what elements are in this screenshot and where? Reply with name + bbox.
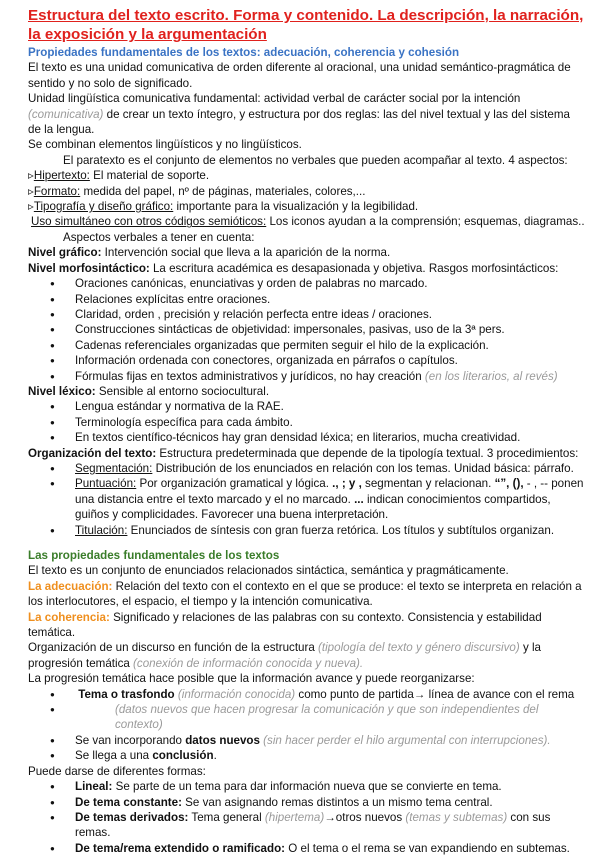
nivel-grafico	[28, 245, 586, 260]
list-item: ● Claridad, orden , precisión y relación perfecta entre ideas / oraciones.	[75, 307, 586, 322]
organizacion-texto	[28, 446, 586, 461]
text-span: medida del papel, nº de páginas, materiales, colores,...	[80, 184, 366, 198]
text-span: El material de soporte.	[89, 169, 210, 183]
text-span: Se van asignando remas distintos a un mismo tema central.	[181, 795, 493, 809]
adecuacion	[28, 579, 586, 610]
text-span: segmentan y relacionan.	[361, 477, 495, 491]
text-span: con sus remas.	[75, 810, 551, 840]
text-span: Enunciados de síntesis con gran fuerza retórica. Los títulos y subtítulos organizan.	[127, 523, 555, 537]
list-item	[75, 748, 586, 763]
text-span: Se van incorporando	[75, 733, 186, 747]
paratext-item-hipertexto	[28, 168, 586, 183]
list-item	[75, 841, 586, 856]
list-item	[75, 476, 586, 522]
term: Puntuación:	[75, 477, 137, 491]
term: Organización del texto:	[28, 446, 157, 460]
paratext-item-codigos	[28, 214, 586, 229]
text-span: Intervención social que lleva a la aparición de la norma.	[101, 246, 391, 260]
triangle-icon: ▹	[28, 169, 34, 183]
text-span: Unidad lingüística comunicativa fundamental: actividad verbal de carácter social por la intención	[28, 92, 521, 106]
progresion-list	[28, 687, 586, 764]
note-span: (temas y subtemas)	[405, 810, 508, 824]
section-heading-fundamental: Las propiedades fundamentales de los textos	[28, 549, 280, 562]
term: Formato:	[33, 184, 81, 198]
term: Hipertexto:	[33, 169, 90, 183]
lexico-list	[28, 399, 586, 445]
text-span: como punto de partida→ línea de avance con el rema	[295, 687, 575, 701]
triangle-icon: ▹	[28, 184, 34, 198]
paratext-item-tipografia	[28, 199, 586, 214]
paratext-item-formato	[28, 184, 586, 199]
text-span: Significado y relaciones de las palabras con su contexto. Consistencia y estabilidad temática.	[28, 610, 542, 640]
formas-intro: Puede darse de diferentes formas:	[28, 764, 206, 778]
text-span: Relación del texto con el contexto en el que se produce: el texto se interpreta en relación a los interlocutores, el espacio, el tiempo y la intención comunicativa.	[28, 579, 582, 609]
organizacion-discurso	[28, 640, 586, 671]
list-item: ● Construcciones sintácticas de objetividad: impersonales, pasivas, uso de la 3ª pers.	[75, 322, 586, 337]
text-span: O el tema o el rema se van expandiendo en subtemas.	[285, 841, 570, 855]
term: Titulación:	[75, 523, 128, 537]
text-span: indican conocimientos compartidos, guiños y complicidades. Favorecer una buena interpretación.	[75, 492, 551, 522]
list-item	[75, 733, 586, 748]
text-span: - , -- ponen una distancia entre el texto marcado y el no marcado.	[75, 477, 584, 506]
text-span: Fórmulas fijas en textos administrativos y jurídicos, no hay creación	[75, 369, 422, 383]
list-item	[75, 810, 586, 841]
text-span: Se parte de un tema para dar información nueva que se convierte en tema.	[112, 780, 502, 794]
list-item	[75, 795, 586, 810]
list-item	[75, 687, 586, 702]
page-title: Estructura del texto escrito. Forma y contenido. La descripción, la narración, la exposición y la argumentación	[28, 7, 584, 43]
term: Tema o trasfondo	[78, 687, 175, 701]
nivel-lexico	[28, 384, 586, 399]
note-span: (sin hacer perder el hilo argumental con interrupciones).	[259, 733, 551, 747]
term: conclusión	[152, 749, 214, 763]
list-item: ● Terminología específica para cada ámbito.	[75, 415, 586, 430]
term: De temas derivados:	[75, 810, 189, 824]
term: Nivel morfosintáctico:	[28, 261, 150, 275]
text-span: Sensible al entorno sociocultural.	[95, 384, 270, 398]
text-span: Por organización gramatical y lógica.	[136, 477, 333, 491]
nivel-morfosintactico	[28, 261, 586, 276]
term: De tema constante:	[75, 795, 182, 809]
term: La adecuación:	[28, 579, 113, 593]
section-heading-properties: Propiedades fundamentales de los textos: adecuación, coherencia y cohesión	[28, 46, 460, 59]
coherencia	[28, 610, 586, 641]
note-span: (información conocida)	[177, 687, 296, 701]
note-span: (conexión de información conocida y nueva).	[133, 656, 364, 670]
text-span: de crear un texto íntegro, y estructura por dos reglas: las del nivel textual y las del sistema de la lengua.	[28, 107, 570, 137]
term: Tipografía y diseño gráfico:	[33, 200, 174, 214]
punct-marks: ...	[354, 492, 364, 506]
formas-list	[28, 779, 586, 856]
punct-marks: “”, (),	[494, 477, 524, 491]
paragraph-verbal-aspects: Aspectos verbales a tener en cuenta:	[63, 230, 255, 244]
text-span: Estructura predeterminada que depende de la tipología textual. 3 procedimientos:	[156, 446, 579, 460]
triangle-icon: ▹	[28, 200, 34, 214]
text-span: Los iconos ayudan a la comprensión; esquemas, diagramas..	[266, 215, 585, 229]
list-item	[75, 523, 586, 538]
term: Nivel gráfico:	[28, 246, 102, 260]
paragraph-unit	[28, 91, 586, 137]
list-item: ● Lengua estándar y normativa de la RAE.	[75, 399, 586, 414]
text-span: →otros nuevos	[324, 810, 406, 824]
term: Uso simultáneo con otros códigos semióticos:	[31, 215, 267, 229]
text-span: y la progresión temática	[28, 641, 541, 670]
term: datos nuevos	[185, 733, 260, 747]
term: La coherencia:	[28, 610, 110, 624]
paragraph-paratext: El paratexto es el conjunto de elementos no verbales que pueden acompañar al texto. 4 aspectos:	[63, 153, 568, 167]
note-span: (hipertema)	[264, 810, 325, 824]
list-item	[75, 779, 586, 794]
text-span: importante para la visualización y la legibilidad.	[173, 200, 419, 214]
note-span: (comunicativa)	[28, 107, 104, 121]
term: Lineal:	[75, 780, 113, 794]
punct-marks: ., ; y ,	[332, 477, 362, 491]
text-span: Se llega a una	[75, 749, 153, 763]
term: De tema/rema extendido o ramificado:	[75, 841, 286, 855]
progresion-tematica: La progresión temática hace posible que la información avance y puede reorganizarse:	[28, 672, 475, 686]
note-span: (en los literarios, al revés)	[424, 369, 558, 383]
list-item: ● Oraciones canónicas, enunciativas y orden de palabras no marcado.	[75, 276, 586, 291]
paragraph-conjunto: El texto es un conjunto de enunciados relacionados sintáctica, semántica y pragmáticamente.	[28, 564, 509, 578]
paragraph-combine: Se combinan elementos lingüísticos y no lingüísticos.	[28, 138, 302, 152]
text-span: Tema general	[188, 810, 265, 824]
paragraph-text-definition: El texto es una unidad comunicativa de orden diferente al oracional, una unidad semántico-pragmática de sentido y no solo de significado.	[28, 61, 571, 90]
list-item-note	[75, 702, 586, 733]
term: Segmentación:	[75, 461, 153, 475]
note-span: (datos nuevos que hacen progresar la comunicación y que son independientes del contexto)	[115, 703, 539, 732]
list-item: ● Cadenas referenciales organizadas que permiten seguir el hilo de la explicación.	[75, 338, 586, 353]
text-span: Organización de un discurso en función de la estructura	[28, 641, 319, 655]
text-span: .	[213, 749, 217, 763]
note-span: (tipología del texto y género discursivo)	[318, 641, 520, 655]
list-item: ● Información ordenada con conectores, organizada en párrafos o capítulos.	[75, 353, 586, 368]
organizacion-list	[28, 461, 586, 538]
list-item: ● Relaciones explícitas entre oraciones.	[75, 292, 586, 307]
list-item	[75, 369, 586, 384]
term: Nivel léxico:	[28, 384, 96, 398]
text-span: Distribución de los enunciados en relación con los temas. Unidad básica: párrafo.	[152, 461, 574, 475]
list-item	[75, 461, 586, 476]
list-item: ● En textos científico-técnicos hay gran densidad léxica; en literarios, mucha creatividad.	[75, 430, 586, 445]
morfosintactico-list	[28, 276, 586, 384]
text-span: La escritura académica es desapasionada y objetiva. Rasgos morfosintácticos:	[149, 261, 559, 275]
